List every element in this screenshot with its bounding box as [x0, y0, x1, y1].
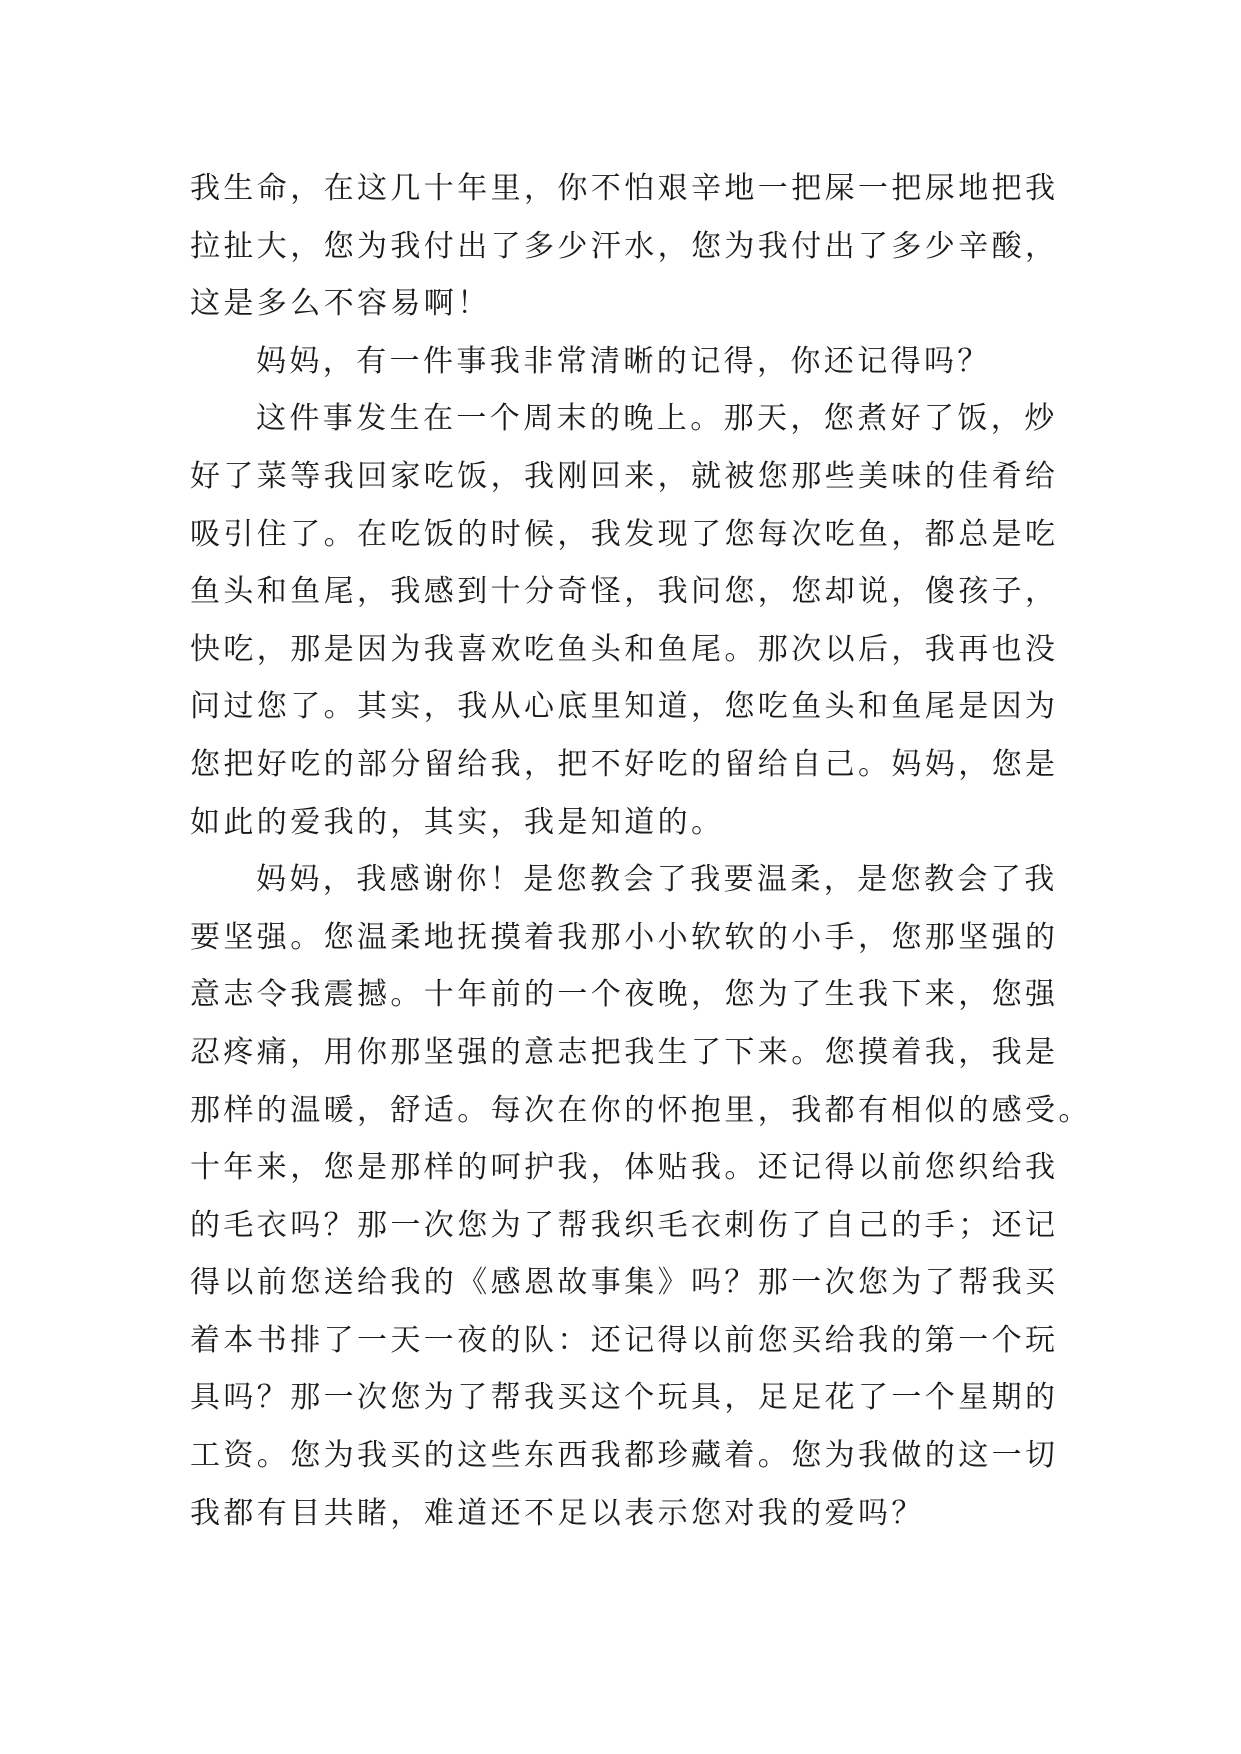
text-line-4: 妈妈，有一件事我非常清晰的记得，你还记得吗？: [256, 343, 991, 379]
text-line-24: 我都有目共睹，难道还不足以表示您对我的爱吗？: [190, 1495, 925, 1531]
text-line-6: 好了菜等我回家吃饭，我刚回来，就被您那些美味的佳肴给: [190, 458, 1059, 494]
text-line-16: 忍疼痛，用你那坚强的意志把我生了下来。您摸着我，我是: [190, 1034, 1059, 1070]
text-line-2: 拉扯大，您为我付出了多少汗水，您为我付出了多少辛酸，: [190, 228, 1059, 264]
text-line-13: 妈妈，我感谢你！是您教会了我要温柔，是您教会了我: [256, 862, 1058, 898]
text-line-22: 具吗？那一次您为了帮我买这个玩具，足足花了一个星期的: [190, 1380, 1059, 1416]
text-line-12: 如此的爱我的，其实，我是知道的。: [190, 804, 725, 840]
text-line-14: 要坚强。您温柔地抚摸着我那小小软软的小手，您那坚强的: [190, 919, 1059, 955]
text-line-21: 着本书排了一天一夜的队：还记得以前您买给我的第一个玩: [190, 1322, 1059, 1358]
text-line-1: 我生命，在这几十年里，你不怕艰辛地一把屎一把尿地把我: [190, 171, 1059, 206]
document-body: [190, 160, 1092, 1542]
text-line-23: 工资。您为我买的这些东西我都珍藏着。您为我做的这一切: [190, 1438, 1059, 1474]
text-line-7: 吸引住了。在吃饭的时候，我发现了您每次吃鱼，都总是吃: [190, 516, 1059, 552]
text-line-9: 快吃，那是因为我喜欢吃鱼头和鱼尾。那次以后，我再也没: [190, 631, 1059, 667]
text-line-20: 得以前您送给我的《感恩故事集》吗？那一次您为了帮我买: [190, 1265, 1059, 1301]
text-line-8: 鱼头和鱼尾，我感到十分奇怪，我问您，您却说，傻孩子，: [190, 574, 1059, 610]
text-line-18: 十年来，您是那样的呵护我，体贴我。还记得以前您织给我: [190, 1150, 1059, 1186]
text-line-19: 的毛衣吗？那一次您为了帮我织毛衣刺伤了自己的手；还记: [190, 1207, 1059, 1243]
text-line-10: 问过您了。其实，我从心底里知道，您吃鱼头和鱼尾是因为: [190, 689, 1059, 725]
text-line-5: 这件事发生在一个周末的晚上。那天，您煮好了饭，炒: [256, 401, 1058, 437]
text-line-3: 这是多么不容易啊！: [190, 286, 491, 322]
text-line-11: 您把好吃的部分留给我，把不好吃的留给自己。妈妈，您是: [190, 746, 1059, 782]
text-line-15: 意志令我震撼。十年前的一个夜晚，您为了生我下来，您强: [190, 977, 1059, 1013]
text-line-17: 那样的温暖，舒适。每次在你的怀抱里，我都有相似的感受。: [190, 1092, 1092, 1128]
